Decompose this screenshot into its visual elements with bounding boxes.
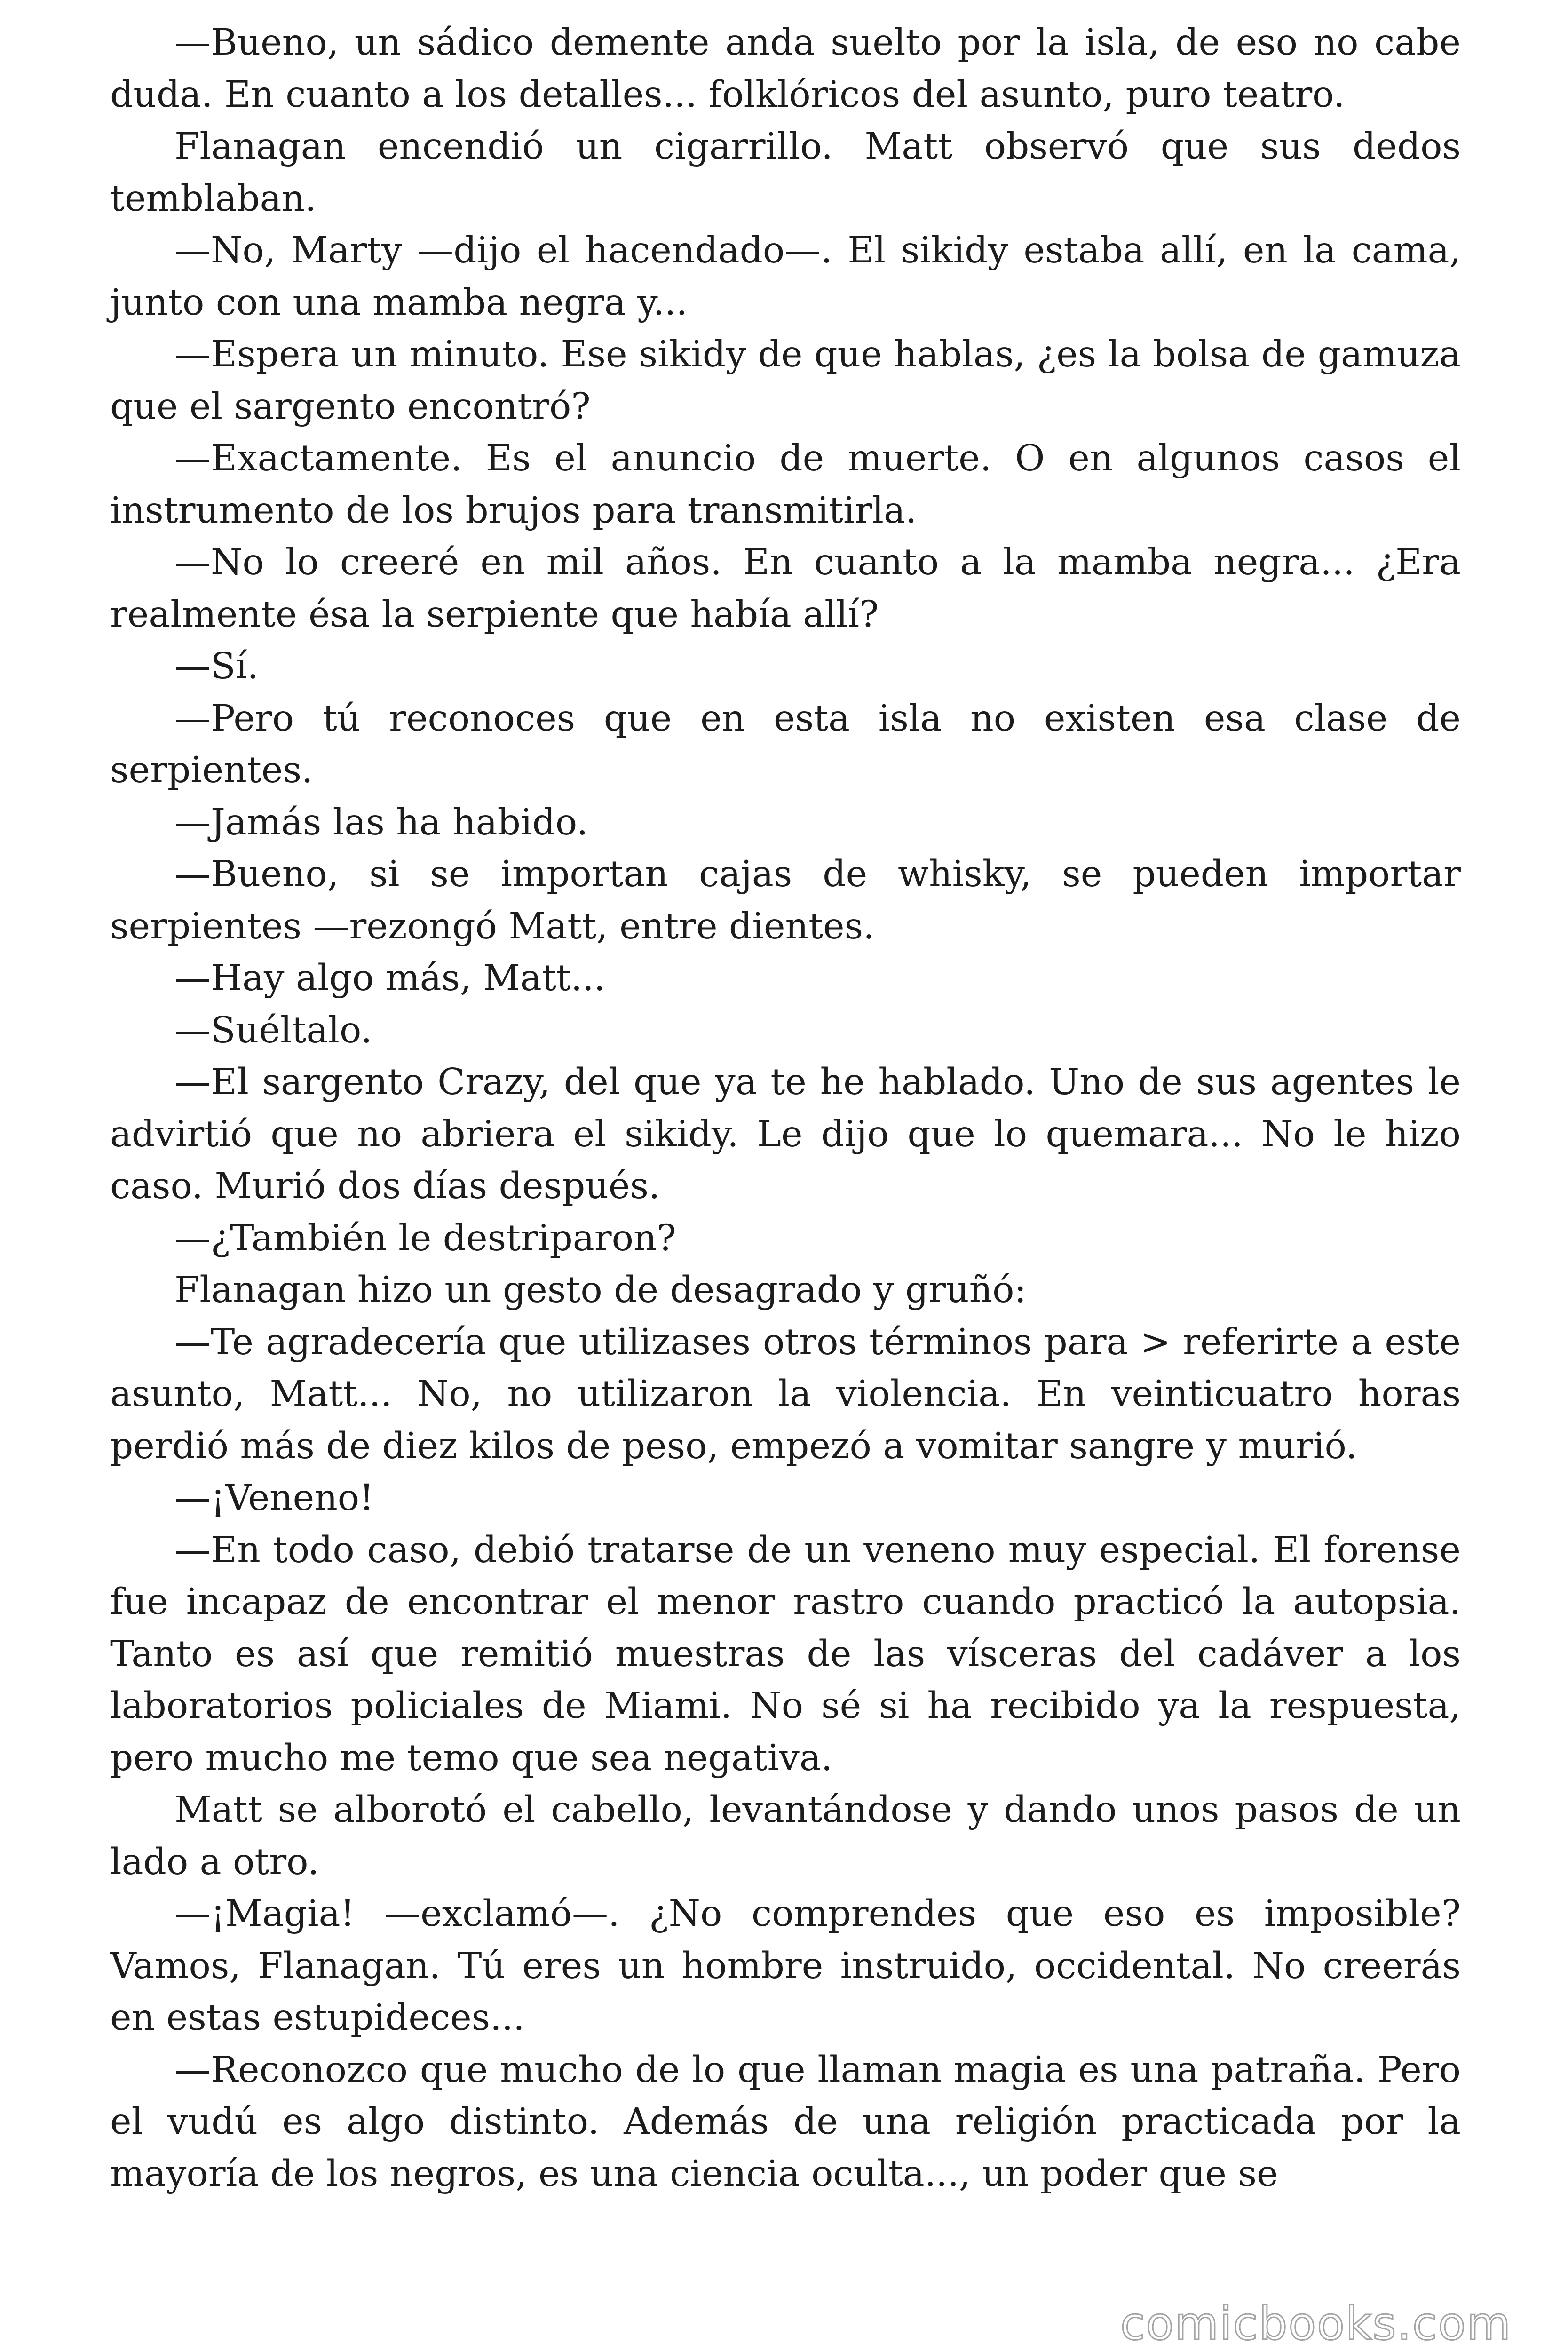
paragraph: —¡Veneno!	[174, 1477, 374, 1519]
watermark: comicbooks.com	[1120, 2297, 1512, 2350]
paragraph: —Hay algo más, Matt...	[174, 957, 606, 999]
paragraph: —No lo creeré en mil años. En cuanto a la mamba negra... ¿Era realmente ésa la serpiente que había allí?	[110, 541, 1461, 636]
paragraph: —Exactamente. Es el anuncio de muerte. O en algunos casos el instrumento de los brujos para transmitirla.	[110, 437, 1461, 532]
paragraph: —En todo caso, debió tratarse de un veneno muy especial. El forense fue incapaz de encontrar el menor rastro cuando practicó la autopsia. Tanto es así que remitió muestras de las vísceras del cadáver a los laboratorios policiales de Miami. No sé si ha recibido ya la respuesta, pero mucho me temo que sea negativa.	[110, 1529, 1461, 1779]
paragraph: —Bueno, si se importan cajas de whisky, se pueden importar serpientes —rezongó Matt, entre dientes.	[110, 853, 1461, 947]
paragraph: —Te agradecería que utilizases otros términos para > referirte a este asunto, Matt... No, no utilizaron la violencia. En veinticuatro horas perdió más de diez kilos de peso, empezó a vomitar sangre y murió.	[110, 1321, 1461, 1467]
paragraph: Matt se alborotó el cabello, levantándose y dando unos pasos de un lado a otro.	[110, 1789, 1461, 1883]
book-page	[110, 17, 1461, 2200]
paragraph: —Espera un minuto. Ese sikidy de que hablas, ¿es la bolsa de gamuza que el sargento encontró?	[110, 334, 1461, 428]
paragraph: —No, Marty —dijo el hacendado—. El sikidy estaba allí, en la cama, junto con una mamba negra y...	[110, 230, 1461, 324]
paragraph: —Sí.	[174, 645, 259, 687]
paragraph: —¿También le destriparon?	[174, 1217, 676, 1259]
paragraph: —El sargento Crazy, del que ya te he hablado. Uno de sus agentes le advirtió que no abriera el sikidy. Le dijo que lo quemara... No le hizo caso. Murió dos días después.	[110, 1061, 1461, 1207]
paragraph: —Pero tú reconoces que en esta isla no existen esa clase de serpientes.	[110, 697, 1461, 791]
paragraph: —Suéltalo.	[174, 1009, 372, 1051]
paragraph: —Bueno, un sádico demente anda suelto por la isla, de eso no cabe duda. En cuanto a los detalles... folklóricos del asunto, puro teatro.	[110, 22, 1461, 116]
paragraph: —Jamás las ha habido.	[174, 801, 588, 843]
paragraph: —¡Magia! —exclamó—. ¿No comprendes que eso es imposible? Vamos, Flanagan. Tú eres un hombre instruido, occidental. No creerás en estas estupideces...	[110, 1893, 1461, 2039]
paragraph: —Reconozco que mucho de lo que llaman magia es una patraña. Pero el vudú es algo distinto. Además de una religión practicada por la mayoría de los negros, es una ciencia oculta..., un poder que se	[110, 2049, 1461, 2195]
paragraph: Flanagan hizo un gesto de desagrado y gruñó:	[174, 1269, 1027, 1311]
paragraph: Flanagan encendió un cigarrillo. Matt observó que sus dedos temblaban.	[110, 126, 1461, 220]
